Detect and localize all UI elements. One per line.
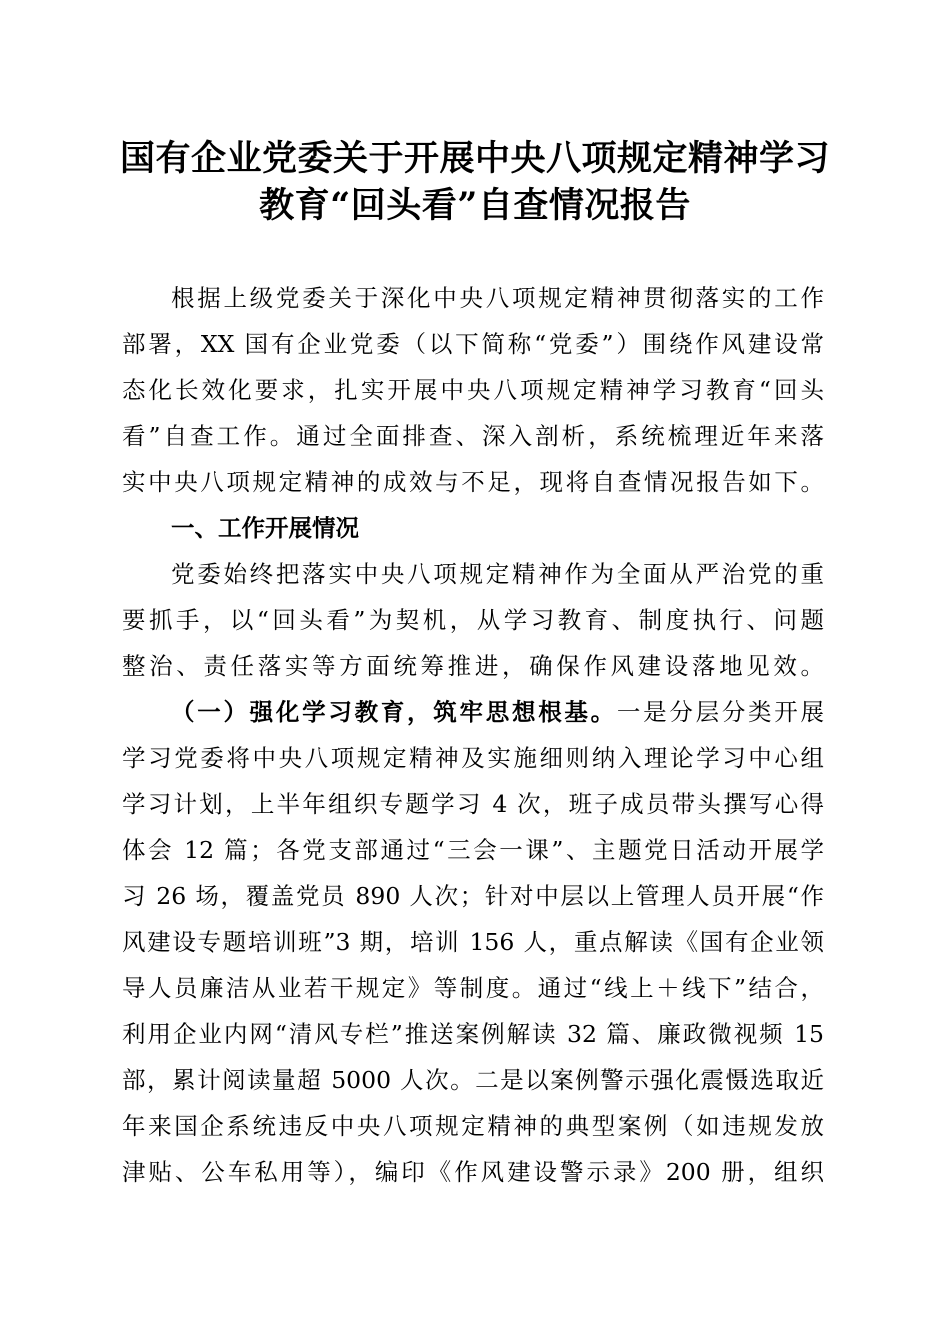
subsection-1-line: 导人员廉洁从业若干规定》等制度。通过“线上＋线下”结合，	[122, 974, 824, 1002]
section-1-line: 要抓手，以“回头看”为契机，从学习教育、制度执行、问题	[122, 606, 824, 634]
subsection-1-line: 年来国企系统违反中央八项规定精神的典型案例（如违规发放	[122, 1112, 824, 1140]
subsection-1-line: 习 26 场，覆盖党员 890 人次；针对中层以上管理人员开展“作	[122, 882, 824, 910]
document-title-line-2: 教育“回头看”自查情况报告	[259, 185, 691, 226]
subsection-1-first-line	[171, 697, 824, 727]
subsection-1-line: 学习计划，上半年组织专题学习 4 次，班子成员带头撰写心得	[122, 790, 824, 818]
intro-line: 部署，XX 国有企业党委（以下简称“党委”）围绕作风建设常	[122, 330, 824, 358]
intro-line: 根据上级党委关于深化中央八项规定精神贯彻落实的工作	[171, 284, 824, 312]
subsection-1-heading: （一）强化学习教育，筑牢思想根基。	[171, 698, 617, 726]
section-1-line: 整治、责任落实等方面统筹推进，确保作风建设落地见效。	[122, 652, 824, 680]
section-1-heading: 一、工作开展情况	[171, 514, 359, 542]
intro-line: 看”自查工作。通过全面排查、深入剖析，系统梳理近年来落	[122, 422, 824, 450]
subsection-1-line: 体会 12 篇；各党支部通过“三会一课”、主题党日活动开展学	[122, 836, 824, 864]
subsection-1-line: 津贴、公车私用等），编印《作风建设警示录》200 册，组织	[122, 1158, 824, 1186]
subsection-1-line: 风建设专题培训班”3 期，培训 156 人，重点解读《国有企业领	[122, 928, 824, 956]
document-title-line-1: 国有企业党委关于开展中央八项规定精神学习	[119, 138, 830, 179]
subsection-1-line: 学习党委将中央八项规定精神及实施细则纳入理论学习中心组	[122, 744, 824, 772]
subsection-1-line: 利用企业内网“清风专栏”推送案例解读 32 篇、廉政微视频 15	[122, 1020, 824, 1048]
subsection-1-first-line-rest: 一是分层分类开展	[616, 698, 825, 726]
section-1-line: 党委始终把落实中央八项规定精神作为全面从严治党的重	[171, 560, 824, 588]
intro-line: 实中央八项规定精神的成效与不足，现将自查情况报告如下。	[122, 468, 824, 496]
subsection-1-line: 部，累计阅读量超 5000 人次。二是以案例警示强化震慑选取近	[122, 1066, 824, 1094]
intro-line: 态化长效化要求，扎实开展中央八项规定精神学习教育“回头	[122, 376, 824, 404]
